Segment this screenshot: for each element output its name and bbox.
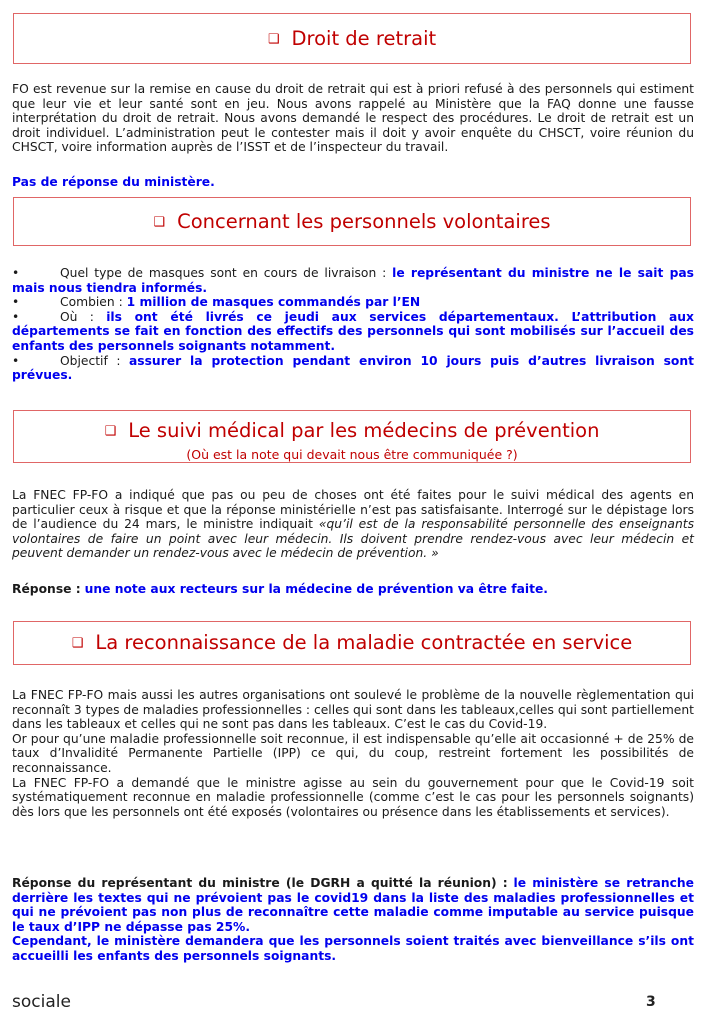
suivi-body: La FNEC FP-FO a indiqué que pas ou peu de choses ont été faites pour le suivi médical des agents en particulier ceux à risque et que la réponse ministérielle n’est pas satisfaisante. Interrogé sur le dépistage lors de l’audience du 24 mars, le ministre indiquait «qu’il est de la responsabilité personnelle des enseignants volontaires de faire un point avec leur médecin. Ils doivent prendre rendez-vous avec leur médecin et peuvent demander un rendez-vous avec le médecin de prévention. » (12, 488, 694, 561)
volontaires-list (12, 266, 694, 383)
section-title: La reconnaissance de la maladie contractée en service (95, 631, 633, 654)
square-bullet-icon: ❑ (153, 215, 166, 230)
list-item: • Objectif : assurer la protection pendant environ 10 jours puis d’autres livraison sont prévues. (12, 353, 694, 383)
bullet-dot-icon: • (12, 309, 20, 324)
bullet-dot-icon: • (12, 295, 20, 310)
section-subtitle: (Où est la note qui devait nous être communiquée ?) (186, 447, 518, 462)
section-title: Le suivi médical par les médecins de prévention (128, 419, 600, 442)
square-bullet-icon: ❑ (104, 424, 117, 439)
section-title: Concernant les personnels volontaires (177, 210, 551, 233)
footer-label: sociale (12, 992, 71, 1012)
list-item: • Combien : 1 million de masques commandés par l’EN (12, 295, 421, 310)
suivi-response: Réponse : une note aux recteurs sur la médecine de prévention va être faite. (12, 582, 548, 596)
page-number: 3 (646, 994, 656, 1010)
heading-maladie-service (13, 621, 691, 665)
square-bullet-icon: ❑ (267, 32, 280, 47)
square-bullet-icon: ❑ (71, 636, 84, 651)
maladie-body: La FNEC FP-FO mais aussi les autres organisations ont soulevé le problème de la nouvelle règlementation qui reconnaît 3 types de maladies professionnelles : celles qui sont dans les tableaux,celles qui sont partiellement dans les tableaux et celles qui ne sont pas dans les tableaux. C’est le cas du Covid-19. Or pour qu’une maladie professionnelle soit reconnue, il est indispensable qu’elle ait occasionné + de 25% de taux d’Invalidité Permanente Partielle (IPP) ce qui, du coup, restreint fortement les possibilités de reconnaissance. La FNEC FP-FO a demandé que le ministre agisse au sein du gouvernement pour que le Covid-19 soit systématiquement reconnue en maladie professionnelle (comme c’est le cas pour les personnels soignants) dès lors que les personnels ont été exposés (volontaires ou présence dans les établissements et services). (12, 688, 694, 819)
section-title: Droit de retrait (291, 27, 437, 50)
heading-personnels-volontaires (13, 197, 691, 246)
retrait-response: Pas de réponse du ministère. (12, 175, 215, 189)
list-item: • Où : ils ont été livrés ce jeudi aux services départementaux. L’attribution aux départements se fait en fonction des effectifs des personnels qui sont mobilisés sur l’accueil des enfants des personnels soignants notamment. (12, 309, 694, 353)
maladie-response: Réponse du représentant du ministre (le DGRH a quitté la réunion) : le ministère se retranche derrière les textes qui ne prévoient pas le covid19 dans la liste des maladies professionnelles et qui ne prévoient pas non plus de reconnaître cette maladie comme imputable au service puisque le taux d’IPP ne dépasse pas 25%. Cependant, le ministère demandera que les personnels soient traités avec bienveillance s’ils ont accueilli les enfants des personnels soignants. (12, 876, 694, 963)
bullet-dot-icon: • (12, 353, 20, 368)
list-item: • Quel type de masques sont en cours de livraison : le représentant du ministre ne le sait pas mais nous tiendra informés. (12, 266, 694, 295)
heading-suivi-medical (13, 410, 691, 463)
retrait-body: FO est revenue sur la remise en cause du droit de retrait qui est à priori refusé à des personnels qui estiment que leur vie et leur santé sont en jeu. Nous avons rappelé au Ministère que la FAQ donne une fausse interprétation du droit de retrait. Nous avons demandé le respect des procédures. Le droit de retrait est un droit individuel. L’administration peut le contester mais il doit y avoir enquête du CHSCT, voire réunion du CHSCT, voire information auprès de l’ISST et de l’inspecteur du travail. (12, 82, 694, 155)
heading-droit-de-retrait (13, 13, 691, 64)
bullet-dot-icon: • (12, 266, 20, 280)
